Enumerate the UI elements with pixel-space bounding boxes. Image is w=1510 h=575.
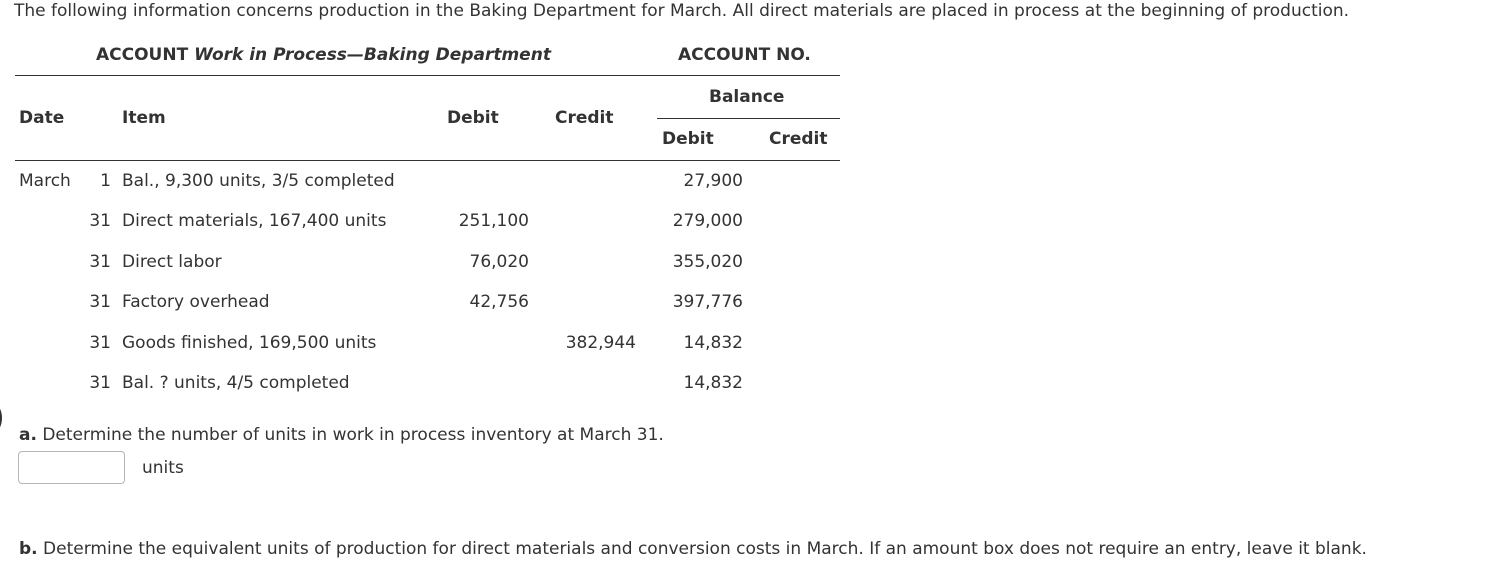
row-debit: 42,756 (469, 292, 529, 312)
edge-fragment (0, 404, 2, 432)
row-balance-debit: 397,776 (672, 292, 743, 312)
row-day: 31 (89, 373, 111, 393)
row-day: 1 (100, 171, 111, 191)
question-b (19, 539, 1367, 559)
header-debit: Debit (447, 108, 499, 128)
row-item: Goods finished, 169,500 units (122, 333, 377, 353)
row-credit: 382,944 (565, 333, 636, 353)
header-credit: Credit (555, 108, 614, 128)
row-balance-debit: 355,020 (672, 252, 743, 272)
intro-text: The following information concerns production in the Baking Department for March. All direct materials are placed in process at the beginning of production. (14, 1, 1350, 21)
row-day: 31 (89, 292, 111, 312)
question-a (19, 425, 664, 445)
row-item: Direct labor (122, 252, 222, 272)
question-b-text: Determine the equivalent units of production for direct materials and conversion costs in March. If an amount box does not require an entry, leave it blank. (43, 539, 1367, 559)
question-a-text: Determine the number of units in work in process inventory at March 31. (42, 425, 664, 445)
row-day: 31 (89, 333, 111, 353)
question-b-letter: b. (19, 539, 38, 559)
row-balance-debit: 27,900 (683, 171, 743, 191)
header-balance: Balance (709, 87, 785, 107)
header-item: Item (122, 108, 166, 128)
row-balance-debit: 279,000 (672, 211, 743, 231)
header-balance-credit: Credit (769, 129, 828, 149)
balance-rule (657, 118, 840, 119)
units-label: units (142, 458, 184, 478)
question-a-letter: a. (19, 425, 37, 445)
units-input[interactable] (18, 451, 125, 484)
row-debit: 251,100 (458, 211, 529, 231)
row-item: Bal. ? units, 4/5 completed (122, 373, 350, 393)
account-label: ACCOUNT (96, 45, 189, 65)
row-month: March (19, 171, 71, 191)
row-debit: 76,020 (469, 252, 529, 272)
row-item: Direct materials, 167,400 units (122, 211, 387, 231)
row-balance-debit: 14,832 (683, 333, 743, 353)
account-name: Work in Process—Baking Department (194, 45, 551, 65)
account-number-label: ACCOUNT NO. (678, 45, 811, 65)
header-balance-debit: Debit (662, 129, 714, 149)
row-day: 31 (89, 252, 111, 272)
header-date: Date (19, 108, 65, 128)
row-item: Factory overhead (122, 292, 270, 312)
row-day: 31 (89, 211, 111, 231)
account-title (96, 45, 551, 65)
table-top-rule (15, 75, 840, 76)
header-bottom-rule (15, 160, 840, 161)
row-balance-debit: 14,832 (683, 373, 743, 393)
row-item: Bal., 9,300 units, 3/5 completed (122, 171, 395, 191)
